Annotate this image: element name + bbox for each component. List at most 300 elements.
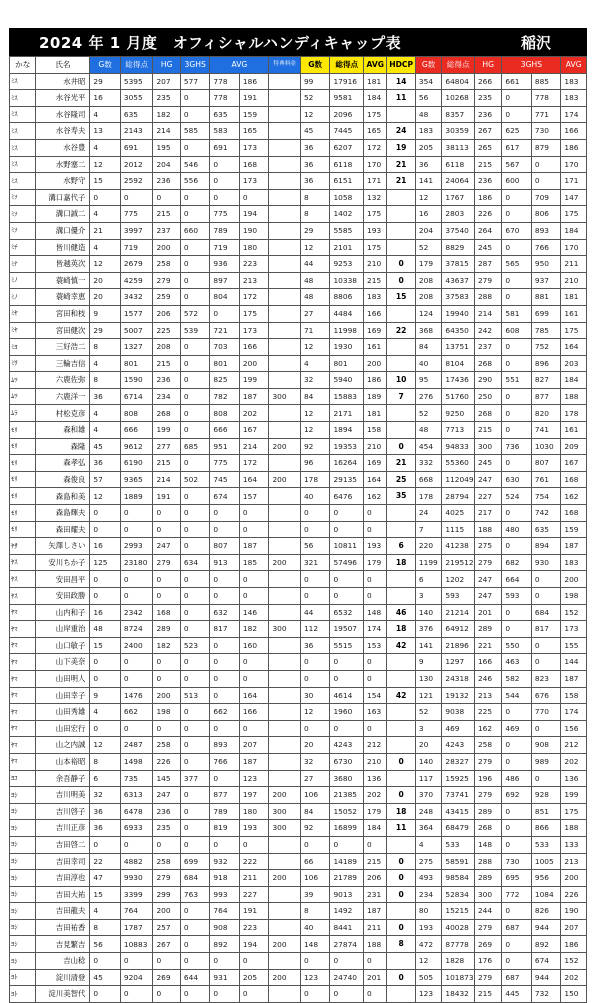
cell-c-total: 8104 <box>442 355 475 372</box>
cell-b-games: 0 <box>300 505 330 522</box>
cell-hdcp: 42 <box>387 637 415 654</box>
col-header-c-avg: AVG <box>561 57 587 74</box>
cell-c-avg: 203 <box>561 355 587 372</box>
cell-player-name: 矢澤しさい <box>36 538 90 555</box>
cell-a-special <box>269 239 301 256</box>
cell-a-avg: 0 <box>239 588 269 605</box>
cell-c-games: 12 <box>415 953 441 970</box>
cell-kana: ﾑﾂ <box>10 372 36 389</box>
cell-a-hs: 877 <box>210 787 240 804</box>
cell-a-special <box>269 372 301 389</box>
cell-a-total: 3997 <box>120 222 153 239</box>
cell-a-games: 4 <box>90 422 121 439</box>
cell-c-total: 4025 <box>442 505 475 522</box>
cell-b-games: 106 <box>300 787 330 804</box>
cell-b-total: 4484 <box>330 305 364 322</box>
cell-a-special <box>269 90 301 107</box>
cell-b-total: 6532 <box>330 604 364 621</box>
cell-a-special <box>269 339 301 356</box>
cell-c-hs: 770 <box>531 704 561 721</box>
cell-c-3ghs: 0 <box>502 355 532 372</box>
cell-c-games: 3 <box>415 588 441 605</box>
cell-c-3ghs: 0 <box>502 538 532 555</box>
cell-b-avg: 0 <box>364 654 387 671</box>
cell-a-special <box>269 604 301 621</box>
cell-c-3ghs: 581 <box>502 305 532 322</box>
cell-a-hs: 778 <box>210 90 240 107</box>
cell-a-special: 200 <box>269 969 301 986</box>
cell-b-games: 40 <box>300 488 330 505</box>
cell-a-hg: 258 <box>153 737 180 754</box>
cell-a-3ghs: 523 <box>180 637 210 654</box>
cell-c-total: 98584 <box>442 870 475 887</box>
table-row <box>10 654 587 671</box>
cell-c-3ghs: 551 <box>502 372 532 389</box>
cell-c-total: 101873 <box>442 969 475 986</box>
cell-a-avg: 167 <box>239 422 269 439</box>
cell-a-hg: 0 <box>153 953 180 970</box>
cell-a-hs: 0 <box>210 770 240 787</box>
cell-c-hs: 674 <box>531 953 561 970</box>
cell-c-hs: 893 <box>531 222 561 239</box>
cell-kana: ﾓﾘ <box>10 505 36 522</box>
table-row <box>10 787 587 804</box>
cell-c-games: 220 <box>415 538 441 555</box>
cell-c-avg: 210 <box>561 272 587 289</box>
cell-c-hs: 752 <box>531 339 561 356</box>
cell-c-3ghs: 0 <box>502 820 532 837</box>
cell-a-hg: 237 <box>153 222 180 239</box>
cell-a-games: 0 <box>90 189 121 206</box>
cell-b-total: 11998 <box>330 322 364 339</box>
cell-c-games: 140 <box>415 753 441 770</box>
cell-b-games: 44 <box>300 604 330 621</box>
cell-b-games: 12 <box>300 106 330 123</box>
table-row <box>10 770 587 787</box>
table-row <box>10 455 587 472</box>
cell-c-avg: 152 <box>561 604 587 621</box>
cell-b-games: 8 <box>300 189 330 206</box>
cell-kana: ﾐｽ <box>10 173 36 190</box>
cell-c-hg: 266 <box>474 73 501 90</box>
cell-a-avg: 0 <box>239 670 269 687</box>
cell-player-name: 安田昌平 <box>36 571 90 588</box>
cell-kana: ﾐｽ <box>10 106 36 123</box>
cell-c-3ghs: 692 <box>502 787 532 804</box>
table-row <box>10 554 587 571</box>
cell-a-total: 4882 <box>120 853 153 870</box>
cell-c-hs: 0 <box>531 588 561 605</box>
cell-a-hg: 0 <box>153 521 180 538</box>
table-row <box>10 206 587 223</box>
cell-c-avg: 183 <box>561 90 587 107</box>
cell-hdcp: 42 <box>387 687 415 704</box>
cell-c-hg: 213 <box>474 687 501 704</box>
cell-hdcp: 0 <box>387 870 415 887</box>
cell-c-3ghs: 695 <box>502 870 532 887</box>
cell-a-games: 36 <box>90 803 121 820</box>
cell-a-total: 0 <box>120 189 153 206</box>
cell-b-avg: 202 <box>364 787 387 804</box>
cell-a-total: 808 <box>120 405 153 422</box>
cell-a-hg: 259 <box>153 289 180 306</box>
cell-c-hs: 885 <box>531 73 561 90</box>
cell-a-hg: 235 <box>153 820 180 837</box>
cell-a-games: 20 <box>90 289 121 306</box>
cell-c-games: 208 <box>415 272 441 289</box>
cell-a-games: 48 <box>90 621 121 638</box>
cell-c-3ghs: 0 <box>502 239 532 256</box>
cell-b-total: 15883 <box>330 388 364 405</box>
cell-c-avg: 198 <box>561 588 587 605</box>
cell-a-hg: 247 <box>153 538 180 555</box>
cell-c-avg: 152 <box>561 953 587 970</box>
table-row <box>10 222 587 239</box>
cell-a-3ghs: 0 <box>180 820 210 837</box>
cell-c-avg: 174 <box>561 106 587 123</box>
cell-a-avg: 191 <box>239 903 269 920</box>
cell-b-avg: 186 <box>364 372 387 389</box>
cell-c-games: 95 <box>415 372 441 389</box>
cell-c-hg: 188 <box>474 521 501 538</box>
cell-a-3ghs: 0 <box>180 936 210 953</box>
cell-a-games: 0 <box>90 953 121 970</box>
cell-player-name: 吉田淳也 <box>36 870 90 887</box>
cell-kana: ﾔﾏ <box>10 604 36 621</box>
cell-a-hs: 778 <box>210 73 240 90</box>
cell-b-games: 52 <box>300 90 330 107</box>
cell-a-games: 45 <box>90 438 121 455</box>
cell-c-hg: 148 <box>474 836 501 853</box>
cell-a-3ghs: 0 <box>180 289 210 306</box>
cell-kana: ﾓﾘ <box>10 488 36 505</box>
cell-a-games: 13 <box>90 123 121 140</box>
cell-a-3ghs: 0 <box>180 787 210 804</box>
cell-a-games: 15 <box>90 886 121 903</box>
cell-c-hs: 928 <box>531 787 561 804</box>
cell-c-3ghs: 486 <box>502 770 532 787</box>
cell-a-special <box>269 903 301 920</box>
cell-player-name: 森島輝夫 <box>36 505 90 522</box>
cell-a-special <box>269 720 301 737</box>
cell-c-hs: 894 <box>531 538 561 555</box>
cell-hdcp: 10 <box>387 372 415 389</box>
cell-player-name: 山田秀雄 <box>36 704 90 721</box>
cell-a-total: 9204 <box>120 969 153 986</box>
cell-a-3ghs: 0 <box>180 953 210 970</box>
cell-b-games: 4 <box>300 355 330 372</box>
table-row <box>10 123 587 140</box>
cell-c-total: 593 <box>442 588 475 605</box>
cell-a-3ghs: 0 <box>180 836 210 853</box>
cell-a-avg: 0 <box>239 720 269 737</box>
cell-c-total: 28327 <box>442 753 475 770</box>
cell-b-avg: 210 <box>364 256 387 273</box>
cell-c-games: 84 <box>415 339 441 356</box>
cell-kana: ﾐﾉ <box>10 289 36 306</box>
cell-c-hg: 288 <box>474 289 501 306</box>
cell-kana: ﾐｿ <box>10 206 36 223</box>
cell-c-3ghs: 670 <box>502 222 532 239</box>
cell-a-hg: 236 <box>153 372 180 389</box>
cell-a-games: 4 <box>90 239 121 256</box>
cell-c-3ghs: 593 <box>502 588 532 605</box>
cell-hdcp <box>387 405 415 422</box>
col-header-c-3ghs: 3GHS <box>502 57 561 74</box>
cell-kana: ﾖｺ <box>10 770 36 787</box>
cell-b-games: 12 <box>300 405 330 422</box>
cell-hdcp: 24 <box>387 123 415 140</box>
cell-a-hg: 214 <box>153 123 180 140</box>
cell-c-hg: 201 <box>474 604 501 621</box>
cell-c-3ghs: 0 <box>502 106 532 123</box>
cell-a-hg: 0 <box>153 670 180 687</box>
cell-b-avg: 171 <box>364 173 387 190</box>
cell-c-games: 332 <box>415 455 441 472</box>
cell-c-hg: 217 <box>474 505 501 522</box>
cell-c-hs: 635 <box>531 521 561 538</box>
cell-a-3ghs: 0 <box>180 538 210 555</box>
cell-b-games: 44 <box>300 256 330 273</box>
cell-a-3ghs: 0 <box>180 670 210 687</box>
cell-c-hg: 214 <box>474 305 501 322</box>
cell-b-total: 0 <box>330 588 364 605</box>
table-row <box>10 289 587 306</box>
cell-b-games: 32 <box>300 372 330 389</box>
cell-kana: ﾔﾏ <box>10 637 36 654</box>
cell-c-3ghs: 565 <box>502 256 532 273</box>
table-row <box>10 953 587 970</box>
cell-a-total: 9612 <box>120 438 153 455</box>
cell-a-total: 10883 <box>120 936 153 953</box>
cell-c-hg: 300 <box>474 886 501 903</box>
cell-b-total: 1402 <box>330 206 364 223</box>
cell-a-hg: 195 <box>153 139 180 156</box>
cell-c-hs: 851 <box>531 803 561 820</box>
cell-c-total: 21896 <box>442 637 475 654</box>
cell-b-total: 9013 <box>330 886 364 903</box>
cell-c-avg: 144 <box>561 654 587 671</box>
cell-a-hs: 817 <box>210 621 240 638</box>
cell-a-games: 56 <box>90 936 121 953</box>
cell-c-hs: 944 <box>531 919 561 936</box>
cell-c-total: 1767 <box>442 189 475 206</box>
cell-c-3ghs: 0 <box>502 272 532 289</box>
cell-a-total: 5007 <box>120 322 153 339</box>
cell-c-total: 38113 <box>442 139 475 156</box>
cell-player-name: 吉川明美 <box>36 787 90 804</box>
cell-c-hg: 236 <box>474 106 501 123</box>
cell-b-games: 27 <box>300 305 330 322</box>
cell-a-3ghs: 0 <box>180 505 210 522</box>
cell-player-name: 三輪吉信 <box>36 355 90 372</box>
cell-b-games: 0 <box>300 571 330 588</box>
cell-b-total: 4243 <box>330 737 364 754</box>
table-row <box>10 704 587 721</box>
cell-a-hs: 0 <box>210 305 240 322</box>
cell-c-total: 37583 <box>442 289 475 306</box>
cell-kana: ﾖﾄ <box>10 969 36 986</box>
cell-a-hs: 764 <box>210 903 240 920</box>
cell-c-avg: 226 <box>561 886 587 903</box>
cell-b-total: 3680 <box>330 770 364 787</box>
table-row <box>10 687 587 704</box>
cell-a-total: 3432 <box>120 289 153 306</box>
cell-a-hs: 932 <box>210 853 240 870</box>
cell-a-games: 36 <box>90 455 121 472</box>
cell-a-special <box>269 422 301 439</box>
cell-a-total: 2679 <box>120 256 153 273</box>
cell-player-name: 安川ちか子 <box>36 554 90 571</box>
cell-c-avg: 200 <box>561 870 587 887</box>
cell-a-hs: 808 <box>210 405 240 422</box>
cell-a-3ghs: 0 <box>180 355 210 372</box>
cell-b-avg: 184 <box>364 820 387 837</box>
table-row <box>10 820 587 837</box>
cell-player-name: 吉川正彦 <box>36 820 90 837</box>
table-row <box>10 173 587 190</box>
cell-c-3ghs: 0 <box>502 422 532 439</box>
cell-c-3ghs: 617 <box>502 139 532 156</box>
cell-a-special <box>269 488 301 505</box>
cell-a-special <box>269 73 301 90</box>
cell-a-hg: 215 <box>153 455 180 472</box>
cell-a-total: 691 <box>120 139 153 156</box>
table-row <box>10 339 587 356</box>
cell-player-name: 森隆 <box>36 438 90 455</box>
cell-player-name: 淀川清登 <box>36 969 90 986</box>
cell-a-hg: 0 <box>153 654 180 671</box>
cell-c-hs: 1084 <box>531 886 561 903</box>
cell-b-games: 12 <box>300 339 330 356</box>
cell-a-total: 2400 <box>120 637 153 654</box>
cell-hdcp <box>387 670 415 687</box>
cell-a-total: 0 <box>120 654 153 671</box>
cell-a-games: 32 <box>90 787 121 804</box>
cell-c-hg: 166 <box>474 654 501 671</box>
cell-b-avg: 184 <box>364 90 387 107</box>
cell-a-total: 2342 <box>120 604 153 621</box>
cell-hdcp: 0 <box>387 853 415 870</box>
cell-hdcp: 19 <box>387 139 415 156</box>
cell-c-hg: 236 <box>474 173 501 190</box>
cell-c-hs: 0 <box>531 637 561 654</box>
cell-c-hs: 956 <box>531 870 561 887</box>
cell-c-hs: 877 <box>531 388 561 405</box>
cell-a-hg: 0 <box>153 986 180 1003</box>
cell-c-3ghs: 0 <box>502 90 532 107</box>
cell-a-3ghs: 0 <box>180 753 210 770</box>
cell-c-total: 1297 <box>442 654 475 671</box>
cell-c-hg: 226 <box>474 206 501 223</box>
cell-b-total: 9581 <box>330 90 364 107</box>
col-header-c-total: 総得点 <box>442 57 475 74</box>
col-header-a-3ghs: 3GHS <box>180 57 210 74</box>
cell-c-total: 219512 <box>442 554 475 571</box>
cell-a-avg: 123 <box>239 770 269 787</box>
table-row <box>10 388 587 405</box>
cell-hdcp <box>387 737 415 754</box>
cell-a-hg: 200 <box>153 239 180 256</box>
cell-b-games: 36 <box>300 637 330 654</box>
cell-a-total: 662 <box>120 704 153 721</box>
cell-c-hg: 279 <box>474 969 501 986</box>
cell-c-avg: 159 <box>561 521 587 538</box>
cell-hdcp <box>387 654 415 671</box>
cell-c-avg: 155 <box>561 637 587 654</box>
cell-b-games: 8 <box>300 206 330 223</box>
cell-b-total: 8441 <box>330 919 364 936</box>
cell-hdcp: 7 <box>387 388 415 405</box>
cell-c-hs: 937 <box>531 272 561 289</box>
cell-b-avg: 170 <box>364 156 387 173</box>
cell-kana: ﾓﾘ <box>10 455 36 472</box>
table-row <box>10 836 587 853</box>
cell-a-avg: 190 <box>239 222 269 239</box>
cell-player-name: 吉田啓二 <box>36 836 90 853</box>
cell-c-avg: 150 <box>561 986 587 1003</box>
col-header-a-special: 特典料金 <box>269 57 301 74</box>
cell-b-avg: 0 <box>364 571 387 588</box>
cell-c-games: 276 <box>415 388 441 405</box>
cell-c-games: 20 <box>415 737 441 754</box>
cell-b-games: 0 <box>300 670 330 687</box>
cell-a-total: 666 <box>120 422 153 439</box>
cell-kana: ﾔｽ <box>10 588 36 605</box>
cell-a-total: 0 <box>120 670 153 687</box>
cell-c-avg: 166 <box>561 123 587 140</box>
cell-a-hg: 168 <box>153 604 180 621</box>
cell-c-hg: 215 <box>474 156 501 173</box>
cell-kana: ﾖｼ <box>10 787 36 804</box>
cell-c-games: 248 <box>415 803 441 820</box>
cell-kana: ﾐﾁ <box>10 239 36 256</box>
cell-a-avg: 157 <box>239 488 269 505</box>
cell-b-avg: 0 <box>364 986 387 1003</box>
cell-player-name: 山口敏子 <box>36 637 90 654</box>
cell-c-hg: 245 <box>474 455 501 472</box>
cell-a-games: 0 <box>90 571 121 588</box>
table-row <box>10 73 587 90</box>
cell-a-hg: 247 <box>153 787 180 804</box>
cell-a-total: 1577 <box>120 305 153 322</box>
cell-hdcp: 0 <box>387 969 415 986</box>
cell-c-avg: 187 <box>561 538 587 555</box>
cell-a-hs: 0 <box>210 836 240 853</box>
cell-a-total: 801 <box>120 355 153 372</box>
cell-b-games: 0 <box>300 953 330 970</box>
cell-hdcp: 22 <box>387 322 415 339</box>
cell-b-avg: 179 <box>364 554 387 571</box>
cell-a-3ghs: 585 <box>180 123 210 140</box>
cell-a-avg: 165 <box>239 123 269 140</box>
table-row <box>10 969 587 986</box>
cell-c-games: 275 <box>415 853 441 870</box>
cell-a-total: 635 <box>120 106 153 123</box>
cell-c-3ghs: 0 <box>502 936 532 953</box>
cell-a-hs: 825 <box>210 372 240 389</box>
cell-c-games: 364 <box>415 820 441 837</box>
cell-kana: ﾖﾄ <box>10 986 36 1003</box>
cell-kana: ﾔﾏ <box>10 720 36 737</box>
cell-c-total: 13751 <box>442 339 475 356</box>
cell-kana: ﾔﾏ <box>10 737 36 754</box>
cell-a-3ghs: 0 <box>180 189 210 206</box>
cell-c-games: 117 <box>415 770 441 787</box>
cell-b-avg: 215 <box>364 853 387 870</box>
cell-b-total: 2101 <box>330 239 364 256</box>
cell-c-avg: 184 <box>561 372 587 389</box>
